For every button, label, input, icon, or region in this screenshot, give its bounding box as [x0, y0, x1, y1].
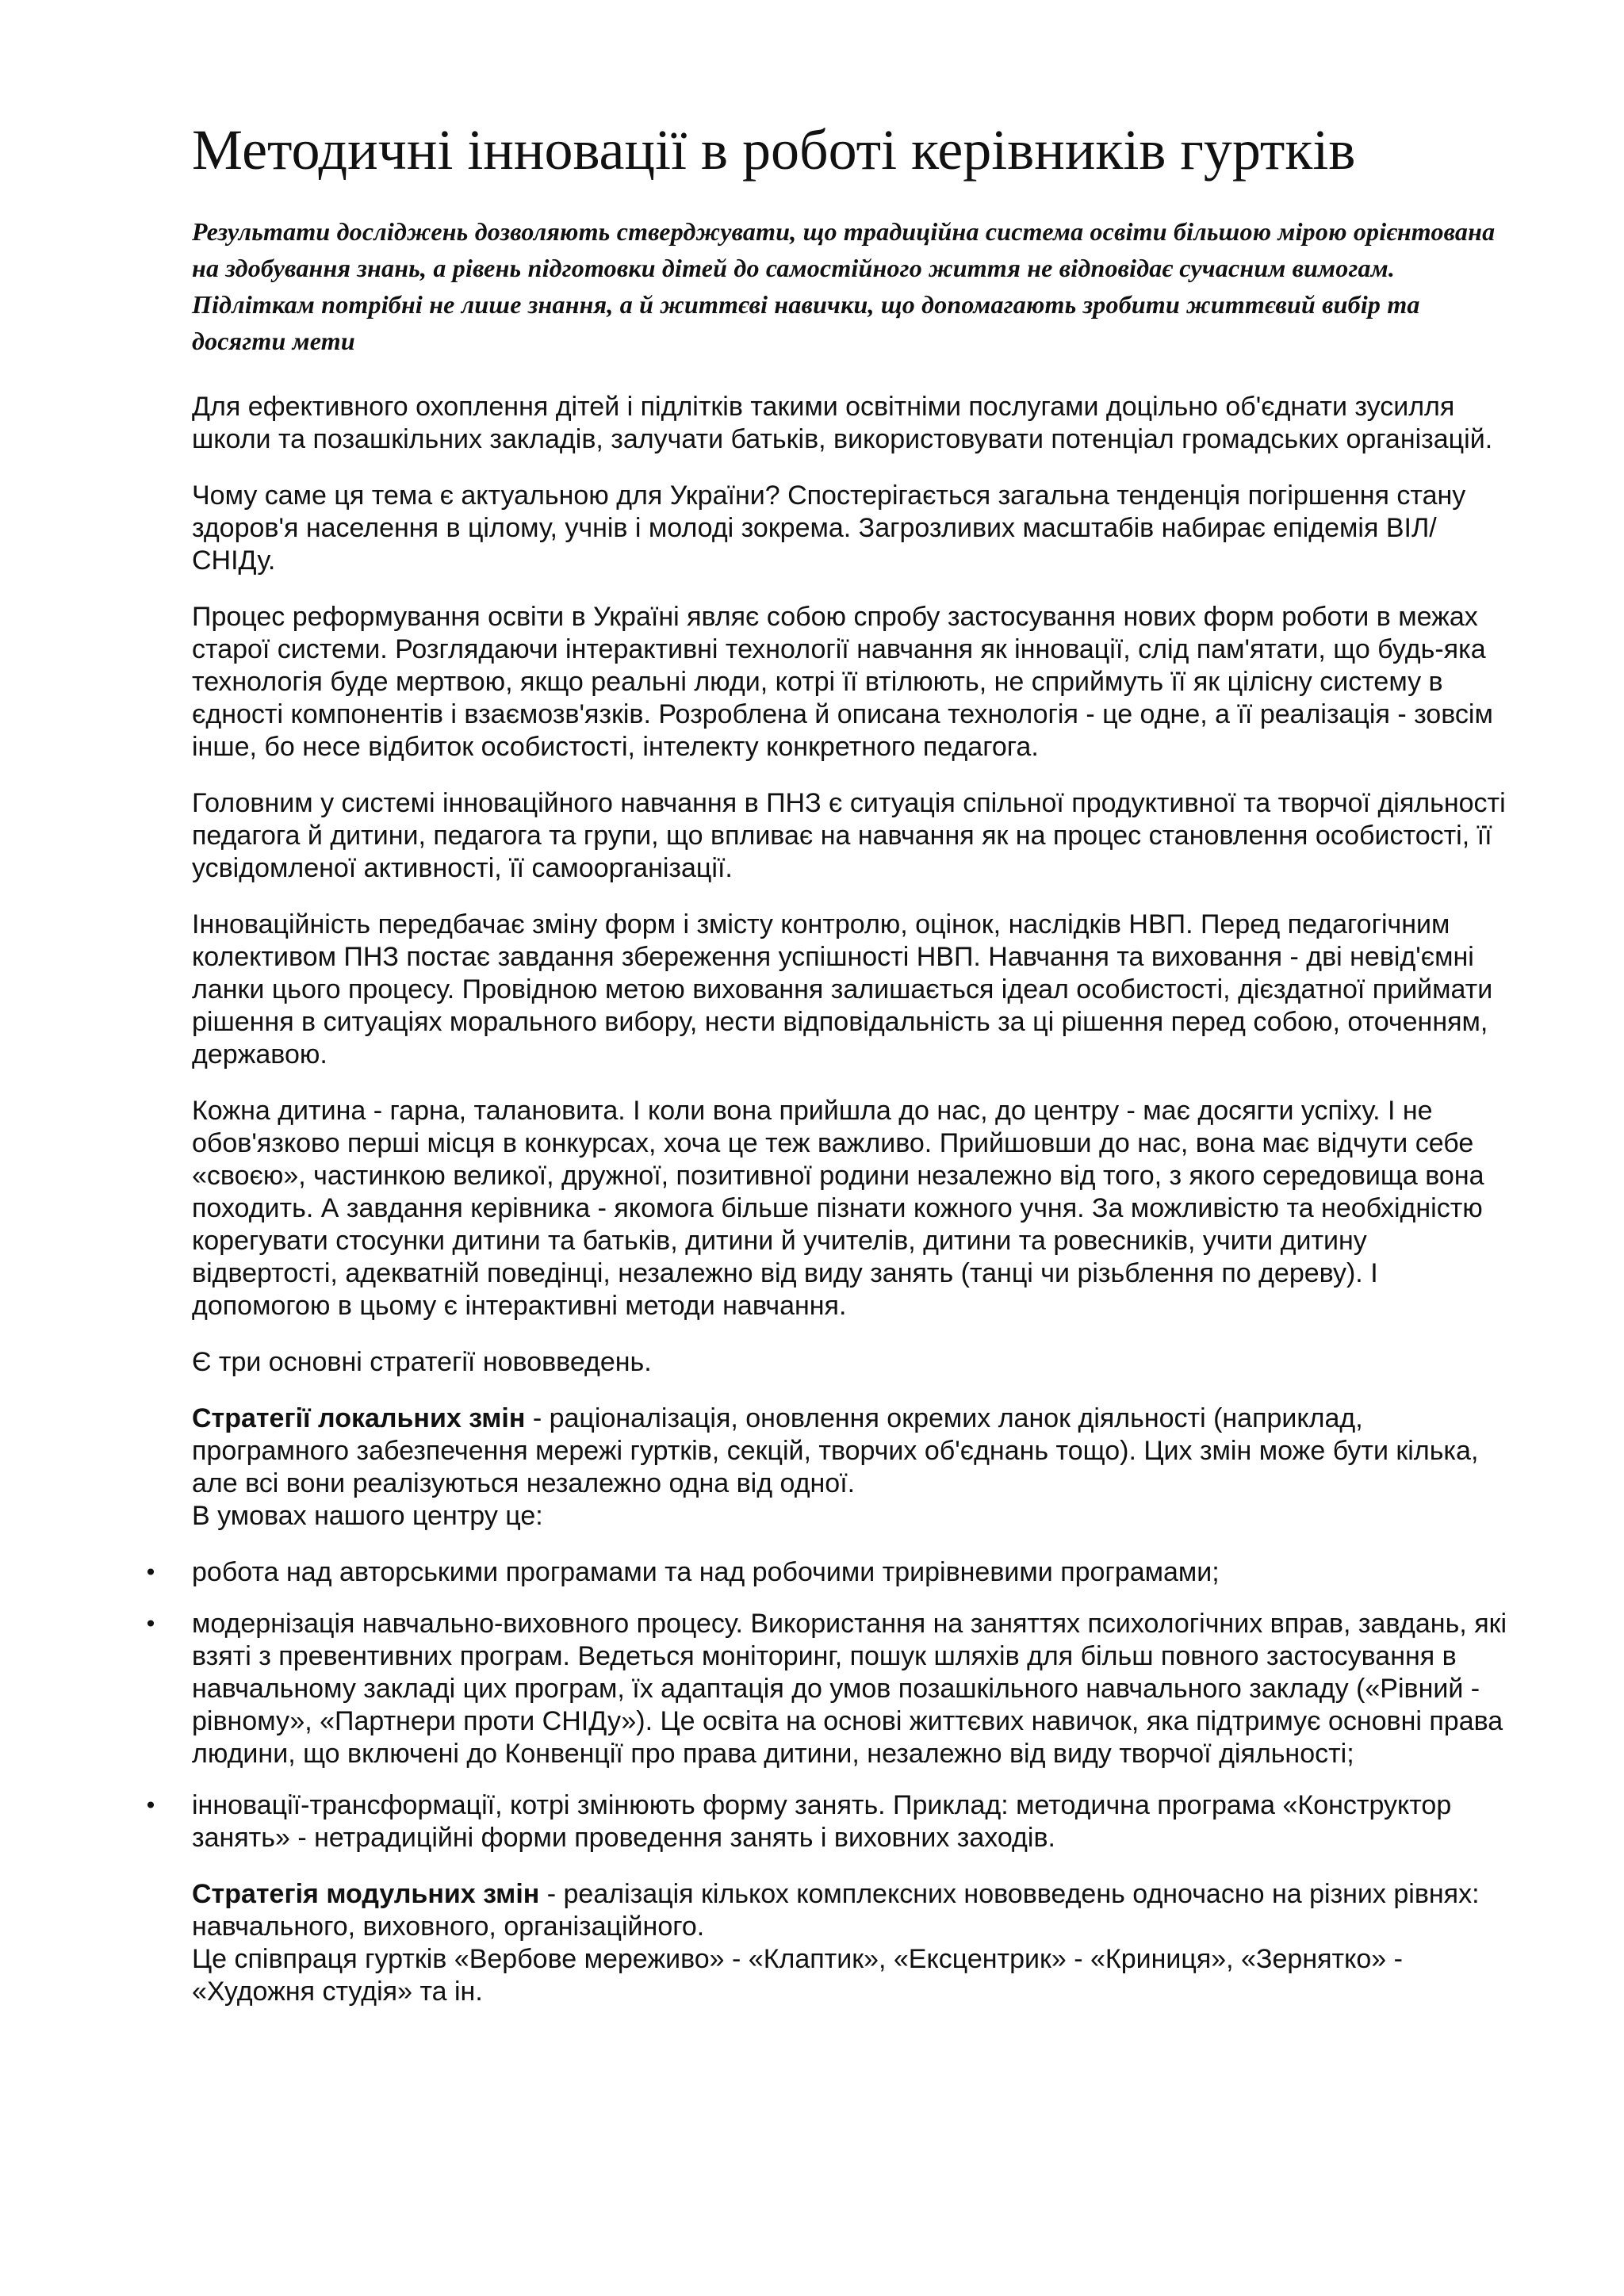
paragraph-3: Процес реформування освіти в Україні являє собою спробу застосування нових форм роботи в межах старої системи. Розглядаючи інтерактивні технології навчання як інновації, слід пам'ятати, що будь-яка технологія буде мертвою, якщо реальні люди, котрі її втілюють, не сприймуть її як цілісну систему в єдності компонентів і взаємозв'язків. Розроблена й описана технологія - це одне, а її реалізація - зовсім інше, бо несе відбиток особистості, інтелекту конкретного педагога.: [192, 602, 1493, 763]
bullet-icon: •: [144, 1793, 158, 1820]
list-item: [144, 1556, 1508, 1589]
paragraph-6: Кожна дитина - гарна, талановита. І коли вона прийшла до нас, до центру - має досягти успіху. І не обов'язково перші місця в конкурсах, хоча це теж важливо. Прийшовши до нас, вона має відчути себе «своєю», частинкою великої, дружної, позитивної родини незалежно від того, з якого середовища вона походить. А завдання керівника - якомога більше пізнати кожного учня. За можливістю та необхідністю корегувати стосунки дитини та батьків, дитини й учителів, дитини та ровесників, учити дитину відвертості, адекватній поведінці, незалежно від виду занять (танці чи різьблення по дереву). І допомогою в цьому є інтерактивні методи навчання.: [192, 1096, 1484, 1322]
strategy-local-list: [144, 1556, 1508, 1854]
lead-paragraph: Результати досліджень дозволяють стверджувати, що традиційна система освіти більшою мірою орієнтована на здобування знань, а рівень підготовки дітей до самостійного життя не відповідає сучасним вимогам. Підліткам потрібні не лише знання, а й життєві навички, що допомагають зробити життєвий вибір та досягти мети: [192, 217, 1496, 356]
strategy-local-note: В умовах нашого центру це:: [192, 1501, 543, 1532]
list-item: [144, 1608, 1508, 1770]
bullet-icon: •: [144, 1611, 158, 1638]
bullet-icon: •: [144, 1559, 158, 1586]
list-item-text: інновації-трансформації, котрі змінюють форму занять. Приклад: методична програма «Конструктор занять» - нетрадиційні форми проведення занять і виховних заходів.: [192, 1790, 1452, 1854]
document-content: [144, 103, 1508, 2032]
strategy-local-text: - раціоналізація, оновлення окремих ланок діяльності (наприклад, програмного забезпечення мережі гуртків, секцій, творчих об'єднань тощо). Цих змін може бути кілька, але всі вони реалізуються незалежно одна від одної.: [192, 1403, 1479, 1499]
strategy-modular-paragraph: [192, 1878, 1508, 2008]
paragraph-4: Головним у системі інноваційного навчання в ПНЗ є ситуація спільної продуктивної та творчої діяльності педагога й дитини, педагога та групи, що впливає на навчання як на процес становлення особистості, її усвідомленої активності, її самоорганізації.: [192, 788, 1506, 884]
list-item-text: робота над авторськими програмами та над робочими трирівневими програмами;: [192, 1557, 1220, 1588]
paragraph-2: Чому саме ця тема є актуальною для України? Спостерігається загальна тенденція погіршення стану здоров'я населення в цілому, учнів і молоді зокрема. Загрозливих масштабів набирає епідемія ВІЛ/СНІДу.: [192, 480, 1466, 576]
strategy-local-paragraph: [192, 1402, 1508, 1533]
document-title: Методичні інновації в роботі керівників гуртків: [192, 118, 1356, 182]
paragraph-7: Є три основні стратегії нововведень.: [192, 1347, 652, 1378]
paragraph-5: Інноваційність передбачає зміну форм і змісту контролю, оцінок, наслідків НВП. Перед педагогічним колективом ПНЗ постає завдання збереження успішності НВП. Навчання та виховання - дві невід'ємні ланки цього процесу. Провідною метою виховання залишається ідеал особистості, дієздатної приймати рішення в ситуаціях морального вибору, нести відповідальність за ці рішення перед собою, оточенням, державою.: [192, 909, 1493, 1070]
paragraph-1: Для ефективного охоплення дітей і підлітків такими освітніми послугами доцільно об'єднати зусилля школи та позашкільних закладів, залучати батьків, використовувати потенціал громадських організацій.: [192, 392, 1493, 455]
strategy-modular-note: Це співпраця гуртків «Вербове мереживо» - «Клаптик», «Ексцентрик» - «Криниця», «Зернятко» - «Художня студія» та ін.: [192, 1944, 1403, 2007]
strategy-local-term: Стратегії локальних змін: [192, 1403, 526, 1434]
strategy-modular-text: - реалізація кількох комплексних нововведень одночасно на різних рівнях: навчального, виховного, організаційного.: [192, 1879, 1480, 1942]
list-item: [144, 1789, 1508, 1854]
strategy-modular-term: Стратегія модульних змін: [192, 1879, 540, 1910]
list-item-text: модернізація навчально-виховного процесу. Використання на заняттях психологічних вправ, завдань, які взяті з превентивних програм. Ведеться моніторинг, пошук шляхів для більш повного застосування в навчальному закладі цих програм, їх адаптація до умов позашкільного навчального закладу («Рівний - рівному», «Партнери проти СНІДу»). Це освіта на основі життєвих навичок, яка підтримує основні права людини, що включені до Конвенції про права дитини, незалежно від виду творчої діяльності;: [192, 1609, 1507, 1770]
